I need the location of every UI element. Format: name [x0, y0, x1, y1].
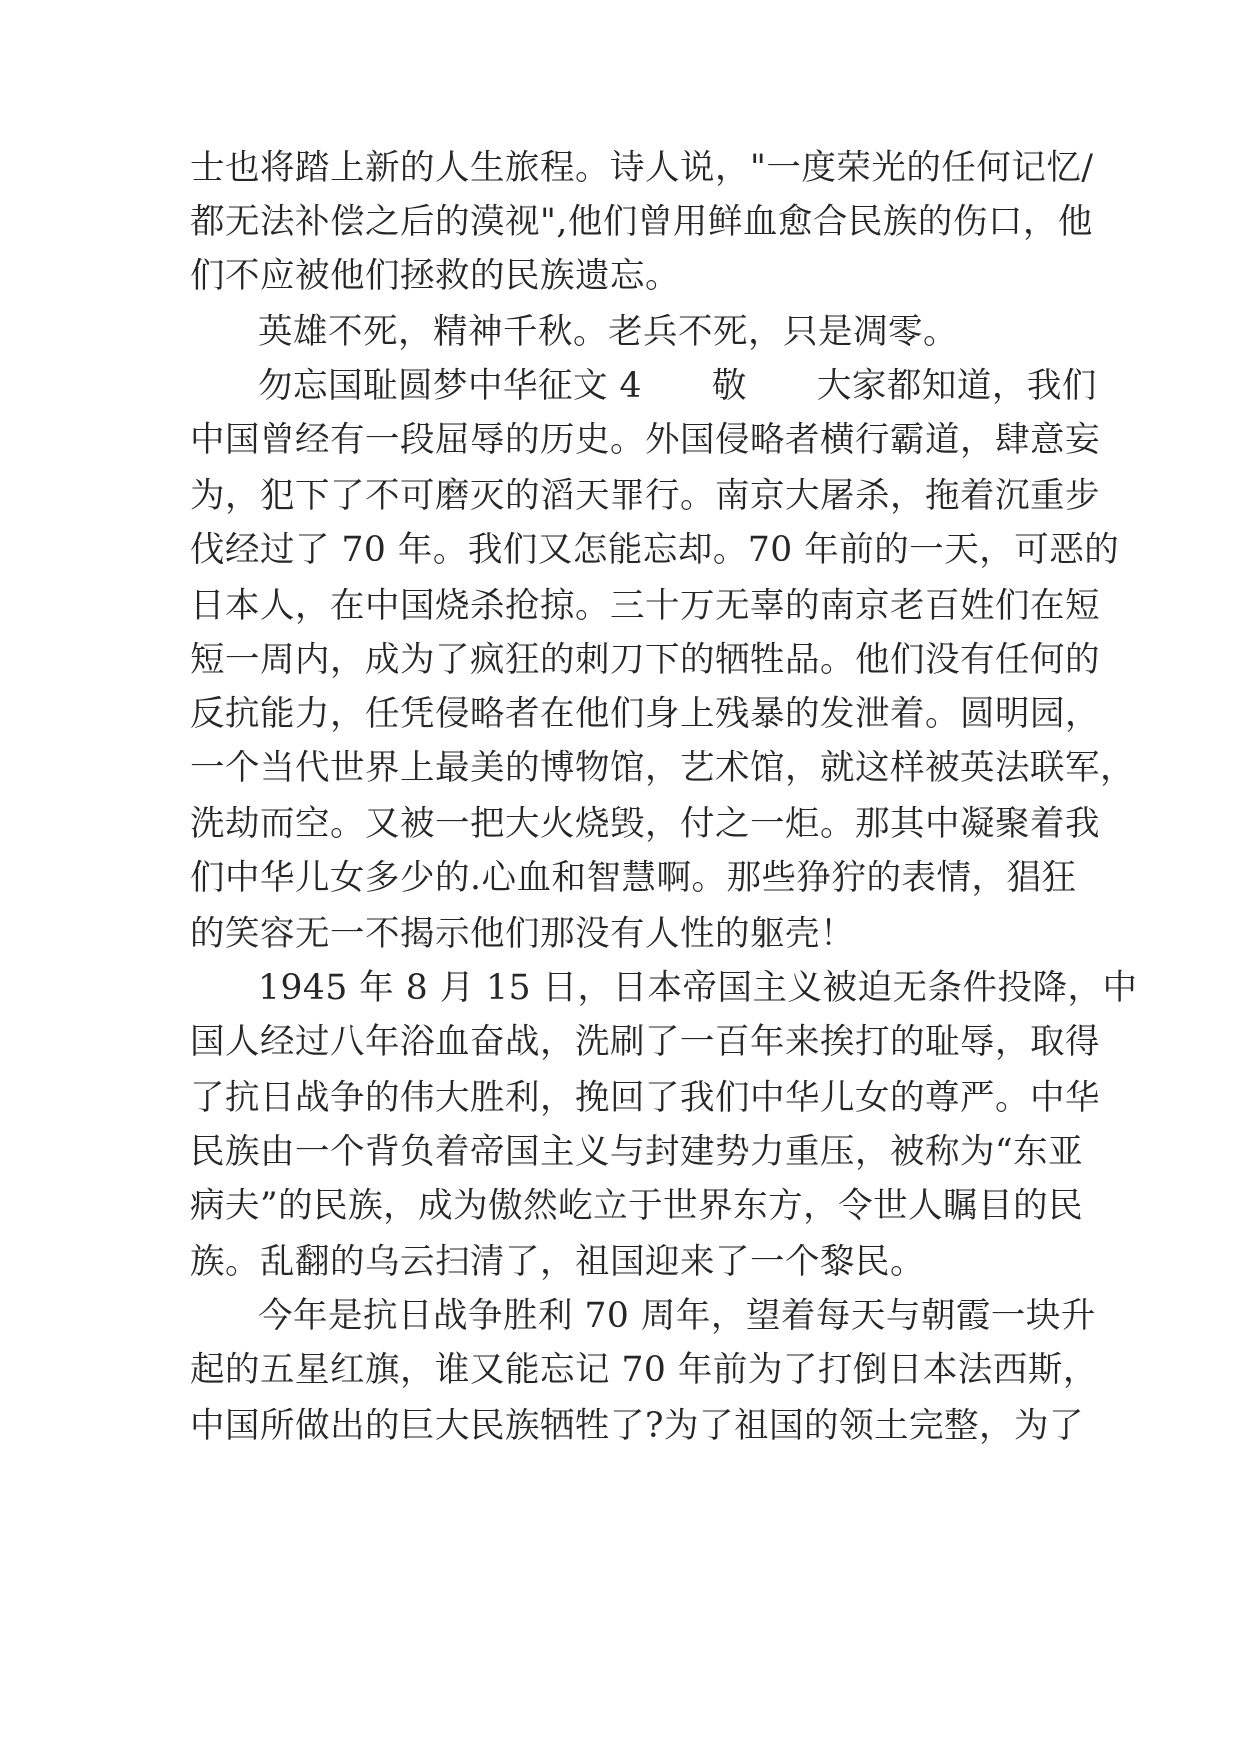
text-line: 短一周内，成为了疯狂的刺刀下的牺牲品。他们没有任何的: [190, 640, 1100, 680]
text-line: 勿忘国耻圆梦中华征文 4 敬 大家都知道，我们: [258, 366, 1097, 406]
text-line: 起的五星红旗，谁又能忘记 70 年前为了打倒日本法西斯，: [190, 1350, 1098, 1390]
text-line: 的笑容无一不揭示他们那没有人性的躯壳！: [190, 914, 855, 954]
text-line: 为，犯下了不可磨灭的滔天罪行。南京大屠杀，拖着沉重步: [190, 476, 1100, 516]
text-line: 了抗日战争的伟大胜利，挽回了我们中华儿女的尊严。中华: [190, 1078, 1100, 1118]
text-line: 们中华儿女多少的.心血和智慧啊。那些狰狞的表情，猖狂: [190, 858, 1077, 898]
text-line: 今年是抗日战争胜利 70 周年，望着每天与朝霞一块升: [258, 1296, 1096, 1336]
text-line: 士也将踏上新的人生旅程。诗人说，"一度荣光的任何记忆/: [190, 148, 1094, 188]
text-line: 反抗能力，任凭侵略者在他们身上残暴的发泄着。圆明园，: [190, 694, 1100, 734]
text-line: 民族由一个背负着帝国主义与封建势力重压，被称为“东亚: [190, 1132, 1084, 1172]
text-line: 日本人，在中国烧杀抢掠。三十万无辜的南京老百姓们在短: [190, 586, 1100, 626]
text-line: 族。乱翻的乌云扫清了，祖国迎来了一个黎民。: [190, 1242, 925, 1282]
text-line: 1945 年 8 月 15 日，日本帝国主义被迫无条件投降，中: [258, 968, 1138, 1008]
text-line: 伐经过了 70 年。我们又怎能忘却。70 年前的一天，可恶的: [190, 530, 1120, 570]
text-line: 中国曾经有一段屈辱的历史。外国侵略者横行霸道，肆意妄: [190, 420, 1100, 460]
text-line: 一个当代世界上最美的博物馆，艺术馆，就这样被英法联军，: [190, 748, 1135, 788]
text-line: 都无法补偿之后的漠视",他们曾用鲜血愈合民族的伤口，他: [190, 202, 1093, 242]
text-line: 洗劫而空。又被一把大火烧毁，付之一炬。那其中凝聚着我: [190, 804, 1100, 844]
text-line: 中国所做出的巨大民族牺牲了?为了祖国的领土完整，为了: [190, 1406, 1084, 1446]
text-line: 病夫”的民族，成为傲然屹立于世界东方，令世人瞩目的民: [190, 1186, 1084, 1226]
text-line: 英雄不死，精神千秋。老兵不死，只是凋零。: [258, 312, 958, 352]
text-line: 国人经过八年浴血奋战，洗刷了一百年来挨打的耻辱，取得: [190, 1022, 1100, 1062]
text-line: 们不应被他们拯救的民族遗忘。: [190, 256, 680, 296]
